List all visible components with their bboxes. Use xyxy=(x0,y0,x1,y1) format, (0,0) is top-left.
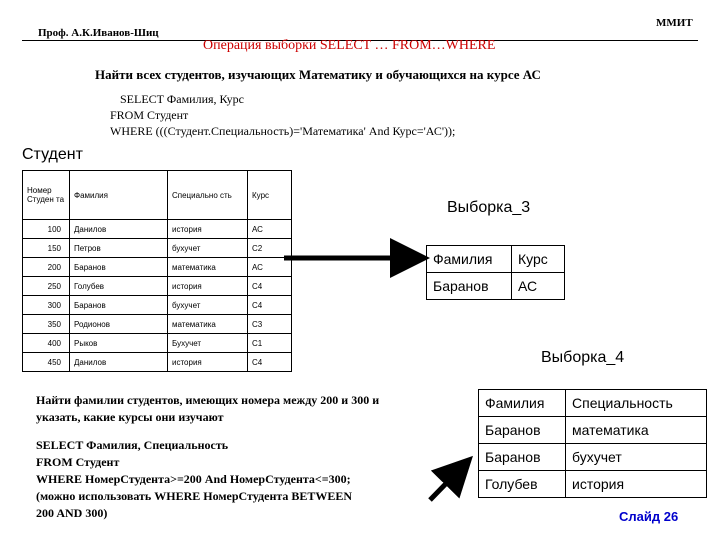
table-cell: Баранов xyxy=(427,273,512,300)
column-header: Курс xyxy=(512,246,565,273)
author-label: Проф. А.К.Иванов-Шиц xyxy=(38,27,159,39)
table-cell: Баранов xyxy=(70,258,168,277)
table-row xyxy=(479,417,707,444)
column-header: Фамилия xyxy=(427,246,512,273)
sql-line: FROM Студент xyxy=(110,108,189,122)
sql-line: SELECT Фамилия, Специальность xyxy=(36,438,229,452)
column-header: Номер Студен та xyxy=(23,171,70,220)
table-cell: бухучет xyxy=(566,444,707,471)
table-cell: С4 xyxy=(248,296,292,315)
table-row xyxy=(479,444,707,471)
slide-number xyxy=(619,509,678,524)
table-cell: С2 xyxy=(248,239,292,258)
table-cell: Голубев xyxy=(70,277,168,296)
table-cell: 100 xyxy=(23,220,70,239)
table-row xyxy=(427,273,565,300)
selection4-table xyxy=(478,389,707,498)
column-header: Специально сть xyxy=(168,171,248,220)
table-cell: 350 xyxy=(23,315,70,334)
sql-line: SELECT Фамилия, Курс xyxy=(120,92,244,106)
table-cell: математика xyxy=(168,315,248,334)
table-cell: математика xyxy=(168,258,248,277)
sql-line: (можно использовать WHERE НомерСтудента BETWEEN xyxy=(36,489,353,503)
table-cell: 300 xyxy=(23,296,70,315)
sql-line: 200 AND 300) xyxy=(36,506,108,520)
task1-text: Найти всех студентов, изучающих Математику и обучающихся на курсе АС xyxy=(95,67,541,82)
table-cell: Рыков xyxy=(70,334,168,353)
table-cell: бухучет xyxy=(168,239,248,258)
table-cell: Баранов xyxy=(479,417,566,444)
table-cell: Бухучет xyxy=(168,334,248,353)
table-header-row xyxy=(479,390,707,417)
sql-line: WHERE (((Студент.Специальность)='Математика' And Курс='АС')); xyxy=(110,124,456,138)
column-header: Специальность xyxy=(566,390,707,417)
table-cell: АС xyxy=(248,220,292,239)
table-row xyxy=(479,471,707,498)
table-cell: С1 xyxy=(248,334,292,353)
table-cell: С4 xyxy=(248,353,292,372)
brand-label: ММИТ xyxy=(656,17,693,29)
table-name: Студент xyxy=(22,146,83,163)
table-cell: Родионов xyxy=(70,315,168,334)
table-cell: Данилов xyxy=(70,353,168,372)
table-cell: 400 xyxy=(23,334,70,353)
column-header: Фамилия xyxy=(479,390,566,417)
selection4-label: Выборка_4 xyxy=(541,349,625,366)
table-cell: бухучет xyxy=(168,296,248,315)
table-cell: история xyxy=(168,277,248,296)
slide-label: Слайд xyxy=(619,509,661,524)
table-cell: 450 xyxy=(23,353,70,372)
task2-text: Найти фамилии студентов, имеющих номера между 200 и 300 и указать, какие курсы они изучают xyxy=(36,393,380,424)
table-cell: 200 xyxy=(23,258,70,277)
sql-line: FROM Студент xyxy=(36,455,120,469)
table-cell: Голубев xyxy=(479,471,566,498)
column-header: Курс xyxy=(248,171,292,220)
sql-line: WHERE НомерСтудента>=200 And НомерСтудента<=300; xyxy=(36,472,351,486)
slide-title: Операция выборки SELECT … FROM…WHERE xyxy=(203,38,496,53)
table-cell: С3 xyxy=(248,315,292,334)
selection3-table xyxy=(426,245,565,300)
table-cell: история xyxy=(168,353,248,372)
arrow-up-right-icon xyxy=(430,463,466,500)
table-cell: 250 xyxy=(23,277,70,296)
table-cell: С4 xyxy=(248,277,292,296)
table-cell: Баранов xyxy=(479,444,566,471)
table-cell: история xyxy=(168,220,248,239)
table-cell: история xyxy=(566,471,707,498)
table-cell: математика xyxy=(566,417,707,444)
table-cell: Баранов xyxy=(70,296,168,315)
table-cell: Петров xyxy=(70,239,168,258)
table-cell: АС xyxy=(512,273,565,300)
column-header: Фамилия xyxy=(70,171,168,220)
task2-sql xyxy=(36,437,426,522)
table-cell: АС xyxy=(248,258,292,277)
table-cell: 150 xyxy=(23,239,70,258)
selection3-label: Выборка_3 xyxy=(447,199,531,216)
slide-number-value: 26 xyxy=(663,509,679,524)
table-header-row xyxy=(427,246,565,273)
table-cell: Данилов xyxy=(70,220,168,239)
